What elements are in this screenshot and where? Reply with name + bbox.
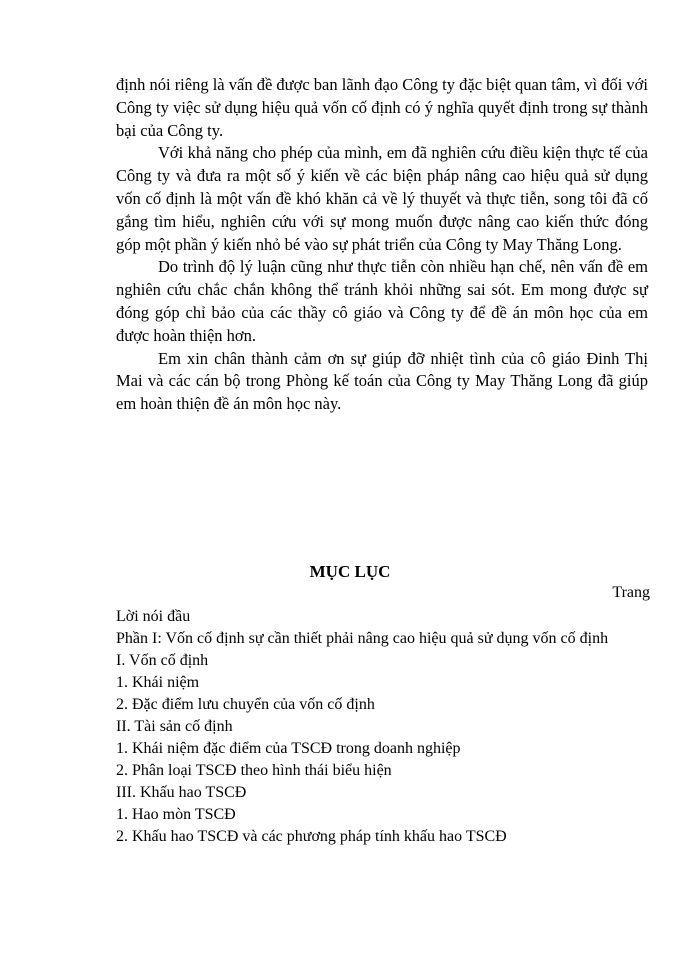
toc-entry: 1. Khái niệm [116,674,200,691]
toc-page-label: Trang [612,584,650,601]
table-of-contents [116,606,626,848]
intro-paragraph: Với khả năng cho phép của mình, em đã nghiên cứu điều kiện thực tế của Công ty và đưa ra một số ý kiến về các biện pháp nâng cao hiệu quả sử dụng vốn cố định là một vấn đề khó khăn cả về lý thuyết và thực tiễn, song tôi đã cố gắng tìm hiểu, nghiên cứu với sự mong muốn được nâng cao kiến thức đóng góp một phần ý kiến nhỏ bé vào sự phát triển của Công ty May Thăng Long. [116,143,648,254]
toc-entry: 2. Khấu hao TSCĐ và các phương pháp tính khấu hao TSCĐ [116,828,507,845]
intro-paragraph: định nói riêng là vấn đề được ban lãnh đạo Công ty đặc biệt quan tâm, vì đối với Công ty việc sử dụng hiệu quả vốn cố định có ý nghĩa quyết định trong sự thành bại của Công ty. [116,75,648,140]
toc-entry: III. Khấu hao TSCĐ [116,784,247,801]
toc-entry: 2. Phân loại TSCĐ theo hình thái biểu hiện [116,762,392,779]
toc-entry: 2. Đặc điểm lưu chuyển của vốn cố định [116,696,375,713]
intro-paragraph: Do trình độ lý luận cũng như thực tiễn còn nhiều hạn chế, nên vấn đề em nghiên cứu chắc chắn không thể tránh khỏi những sai sót. Em mong được sự đóng góp chỉ bảo của các thầy cô giáo và Công ty để đề án môn học của em được hoàn thiện hơn. [116,257,648,345]
intro-body [116,74,648,416]
toc-entry: 1. Hao mòn TSCĐ [116,806,236,823]
toc-title: MỤC LỤC [309,562,391,581]
toc-entry: 1. Khái niệm đặc điểm của TSCĐ trong doanh nghiệp [116,740,461,757]
toc-entry: I. Vốn cố định [116,652,209,669]
toc-entry: Lời nói đầu [116,608,191,625]
intro-paragraph: Em xin chân thành cảm ơn sự giúp đỡ nhiệt tình của cô giáo Đinh Thị Mai và các cán bộ trong Phòng kế toán của Công ty May Thăng Long đã giúp em hoàn thiện đề án môn học này. [116,348,648,414]
toc-entry: Phần I: Vốn cố định sự cần thiết phải nâng cao hiệu quả sử dụng vốn cố định [116,630,609,647]
toc-entry: II. Tài sản cố định [116,718,233,735]
